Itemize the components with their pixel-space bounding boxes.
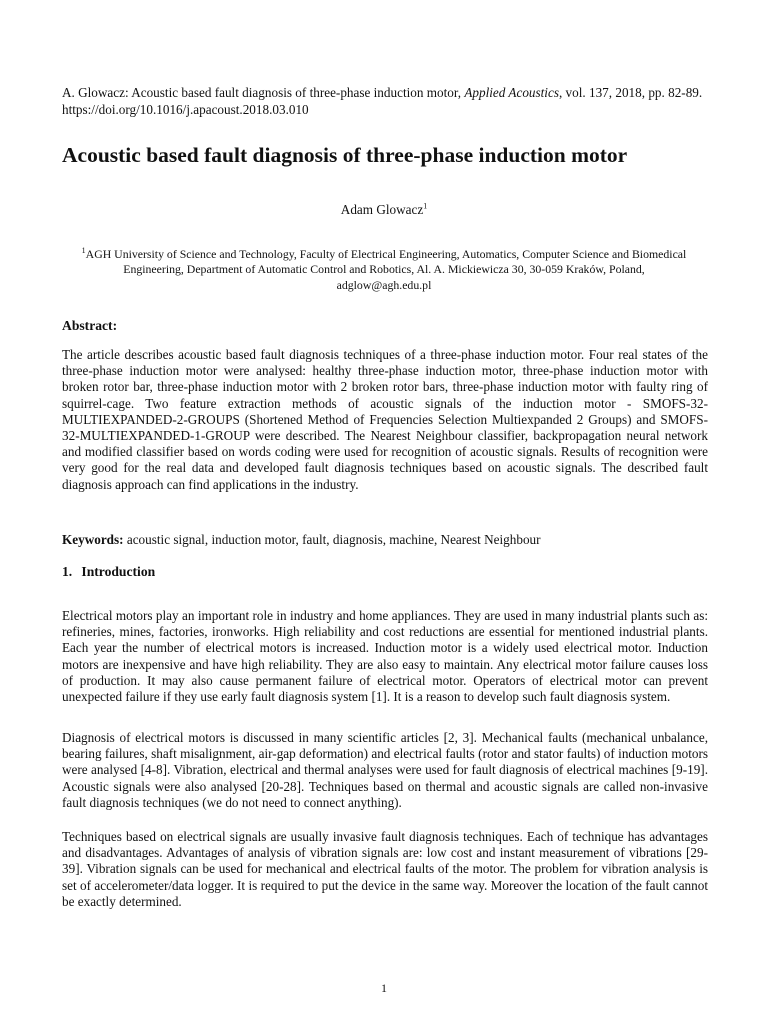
section-number: 1.: [62, 564, 73, 579]
affiliation-marker: 1: [81, 246, 86, 256]
introduction-paragraph: Diagnosis of electrical motors is discussed in many scientific articles [2, 3]. Mechanical faults (mechanical unbalance, bearing failures, shaft misalignment, air-gap deformation) and electrical faults (rotor and stator faults) of induction motors were analysed [4-8]. Vibration, electrical and thermal analyses were used for fault diagnosis of electrical machines [9-19]. Acoustic signals were also analysed [20-28]. Techniques based on thermal and acoustic signals are called non-invasive fault diagnosis techniques (we do not need to connect anything).: [62, 730, 708, 810]
author-email: adglow@agh.edu.pl: [336, 277, 432, 292]
introduction-paragraph: Techniques based on electrical signals are usually invasive fault diagnosis techniques. Each of technique has advantages and disadvantages. Advantages of analysis of vibration signals are: low cost and instant measurement of vibrations [29-39]. Vibration signals can be used for mechanical and electrical faults of the motor. The problem for vibration analysis is set of accelerometer/data logger. It is required to put the device in the same way. Moreover the location of the fault cannot be exactly determined.: [62, 829, 708, 909]
affiliation-block: [62, 247, 706, 293]
section-title: Introduction: [81, 564, 156, 579]
paper-title: Acoustic based fault diagnosis of three-phase induction motor: [62, 143, 628, 167]
abstract-text: The article describes acoustic based fault diagnosis techniques of a three-phase induction motor. Four real states of the three-phase induction motor were analysed: healthy three-phase induction motor, three-phase induction motor with broken rotor bar, three-phase induction motor with 2 broken rotor bars, three-phase induction motor with faulty ring of squirrel-cage. Two feature extraction methods of acoustic signals of the induction motor - SMOFS-32-MULTIEXPANDED-2-GROUPS (Shortened Method of Frequencies Selection Multiexpanded 2 Groups) and SMOFS-32-MULTIEXPANDED-1-GROUP were described. The Nearest Neighbour classifier, backpropagation neural network and modified classifier based on words coding were used for recognition of acoustic signals. Results of recognition were very good for the real data and developed fault diagnosis techniques based on acoustic signals. The described fault diagnosis approach can find applications in the industry.: [62, 347, 708, 492]
keywords-line: [62, 532, 708, 548]
introduction-heading: [62, 564, 155, 580]
introduction-paragraph: Electrical motors play an important role in industry and home appliances. They are used in many industrial plants such as: refineries, mines, factories, ironworks. High reliability and cost reductions are essential for mentioned industrial plants. Each year the number of electrical motors is increased. Induction motor is a widely used electrical motor. Induction motors are inexpensive and have high reliability. They are also easy to maintain. Any electrical motor failure causes loss of production. It may also cause permanent failure of electrical motor. Operators of electrical motor can prevent unexpected failure if they use early fault diagnosis system [1]. It is a reason to develop such fault diagnosis system.: [62, 608, 708, 705]
keywords-text: acoustic signal, induction motor, fault, diagnosis, machine, Nearest Neighbour: [123, 532, 541, 547]
author-name: Adam Glowacz: [340, 202, 424, 217]
journal-name: Applied Acoustics: [464, 85, 559, 100]
citation-prefix: A. Glowacz: Acoustic based fault diagnosis of three-phase induction motor,: [62, 85, 465, 100]
page-number: 1: [381, 981, 387, 995]
author-affiliation-marker: 1: [423, 201, 428, 211]
abstract-heading: Abstract:: [62, 318, 118, 333]
citation-suffix: , vol. 137, 2018, pp. 82-89. https://doi.org/10.1016/j.apacoust.2018.03.010: [62, 85, 703, 117]
affiliation-text: AGH University of Science and Technology, Faculty of Electrical Engineering, Automatics, Computer Science and Biomedical Engineering, Department of Automatic Control and Robotics, Al. A. Mickiewicza 30, 30-059 Kraków, Poland,: [85, 247, 687, 277]
keywords-label: Keywords:: [62, 532, 124, 547]
citation-line: [62, 84, 710, 118]
author-line: [0, 202, 768, 218]
